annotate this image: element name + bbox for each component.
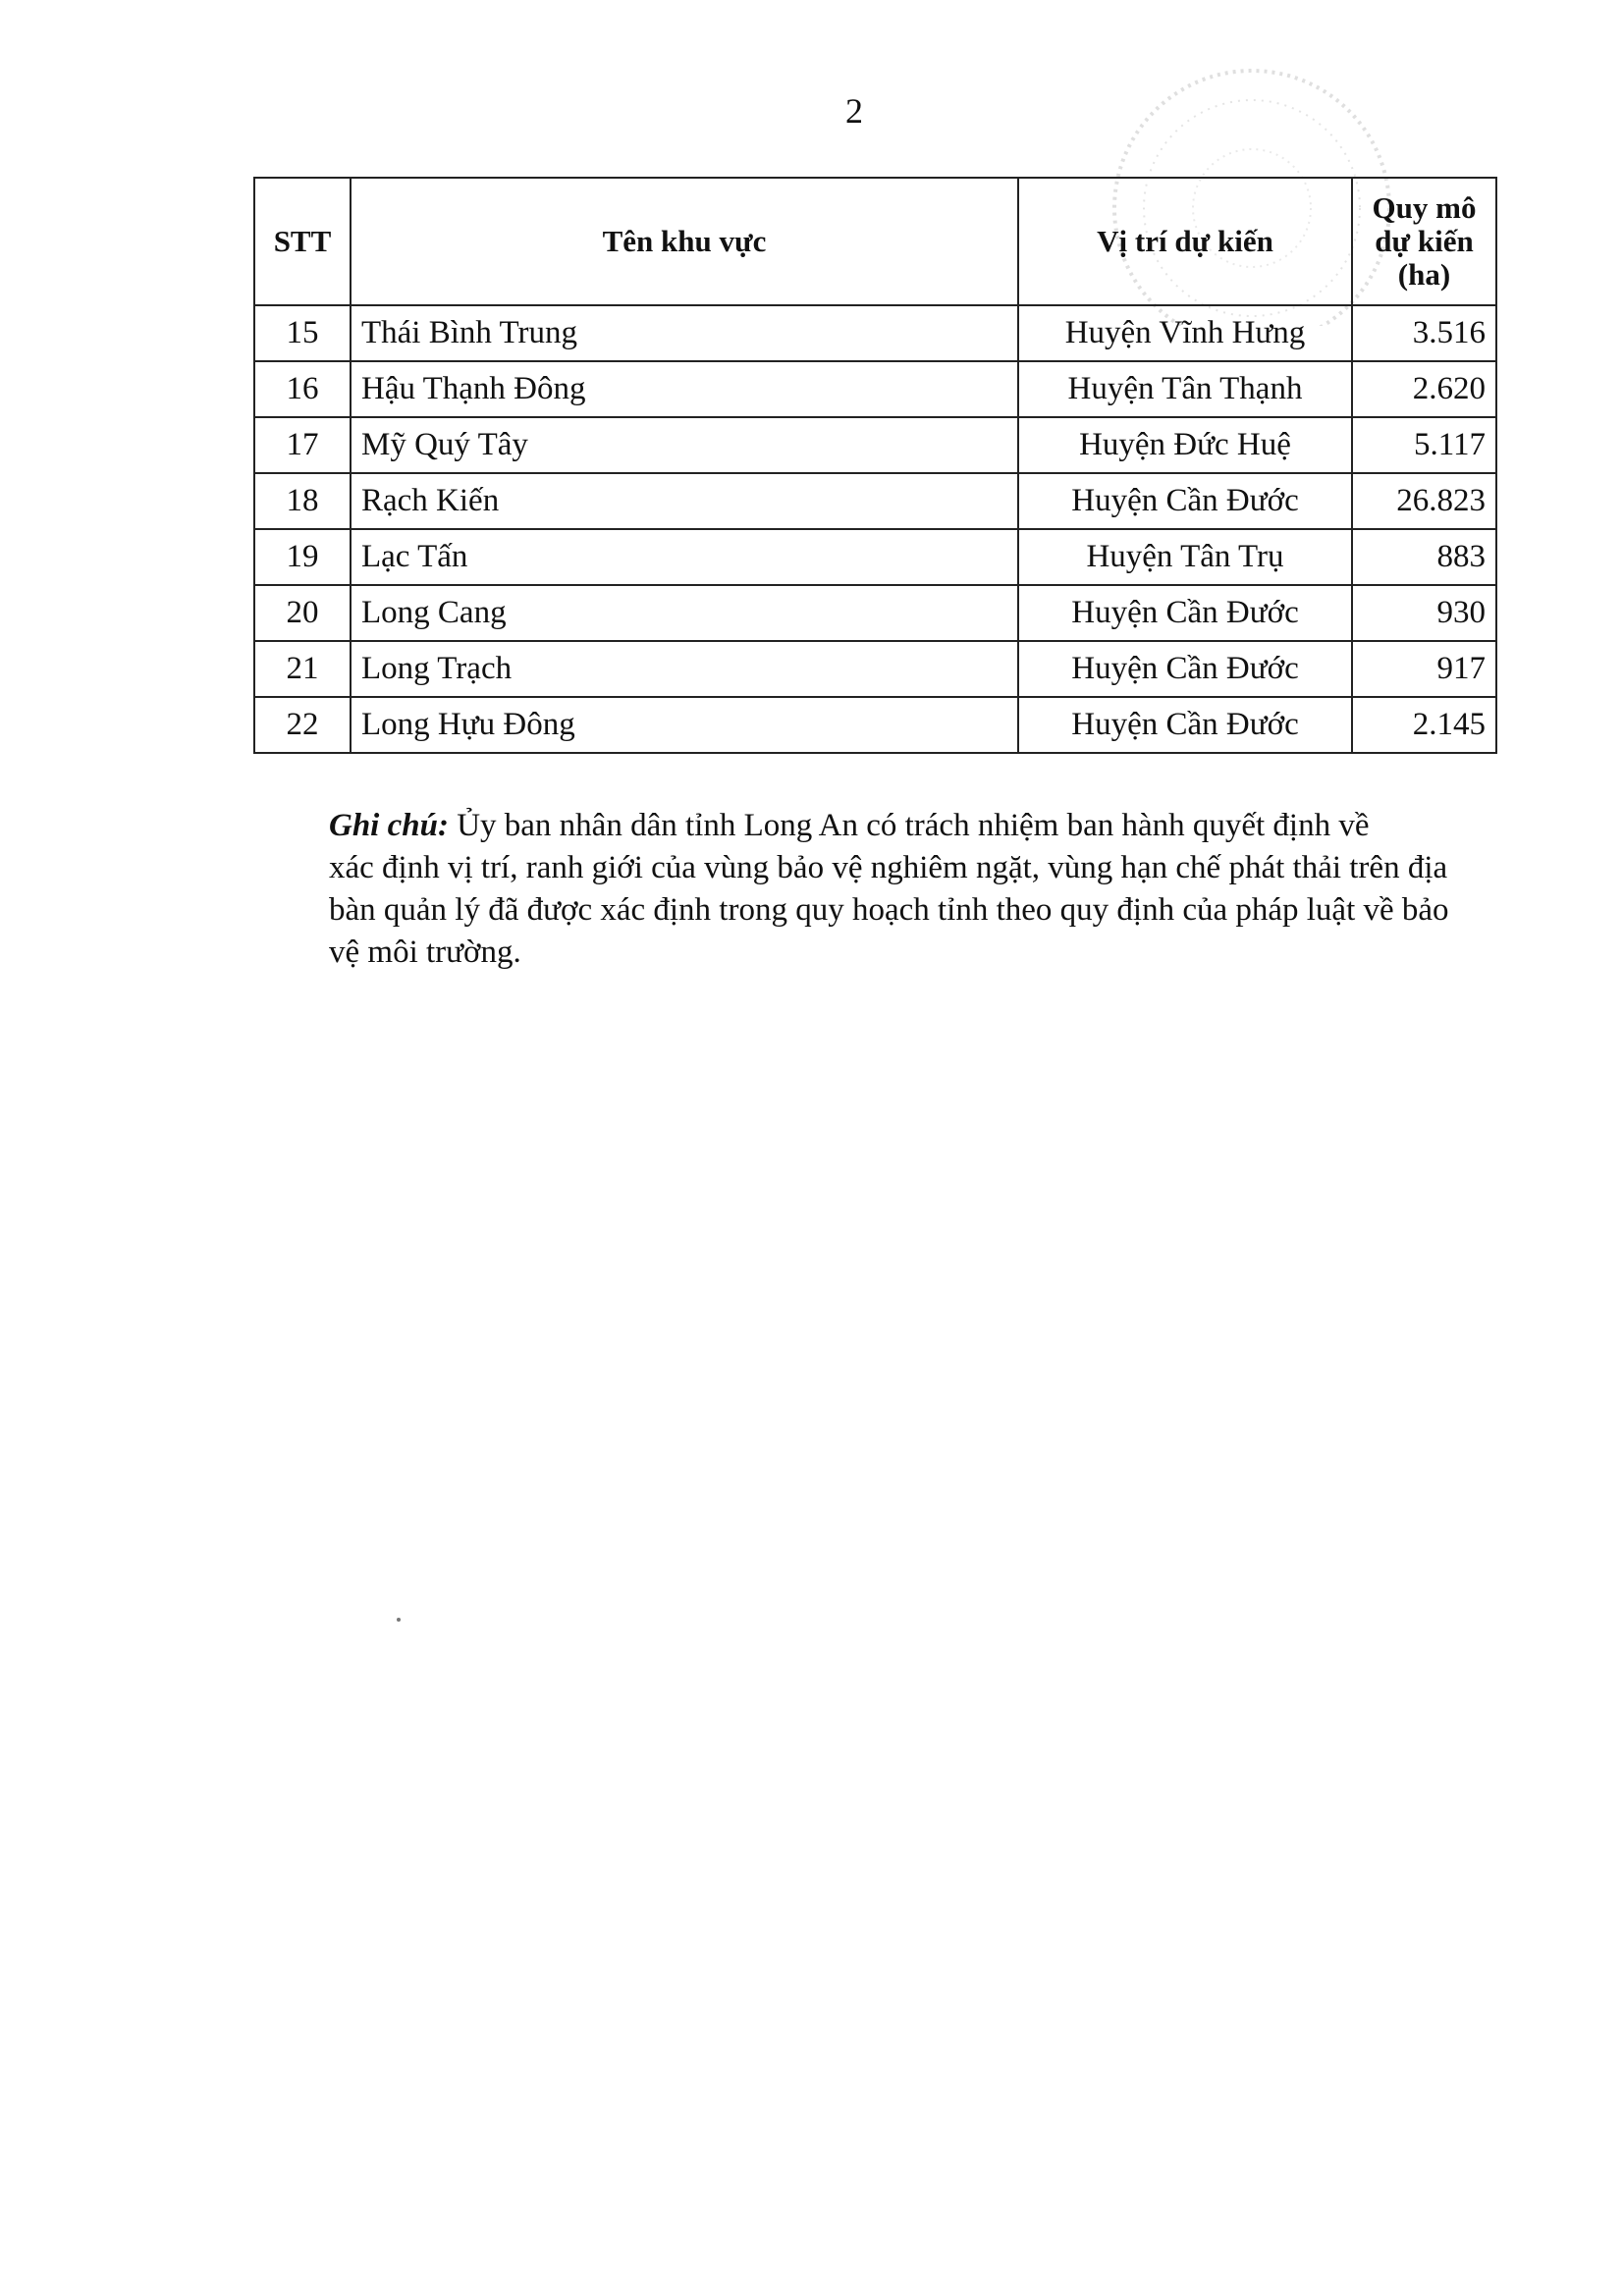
table-row	[254, 697, 1496, 753]
cell-stt: 21	[254, 641, 351, 697]
cell-area-name: Rạch Kiến	[351, 473, 1018, 529]
cell-size: 917	[1352, 641, 1496, 697]
note-paragraph	[329, 805, 1492, 974]
cell-size: 26.823	[1352, 473, 1496, 529]
page-number: 2	[845, 91, 863, 131]
cell-stt: 17	[254, 417, 351, 473]
cell-area-name: Long Cang	[351, 585, 1018, 641]
table-row	[254, 473, 1496, 529]
cell-area-name: Mỹ Quý Tây	[351, 417, 1018, 473]
table-header-row	[254, 178, 1496, 305]
cell-stt: 15	[254, 305, 351, 361]
table-row	[254, 417, 1496, 473]
note-label: Ghi chú:	[329, 808, 449, 843]
cell-location: Huyện Cần Đước	[1018, 697, 1352, 753]
cell-stt: 19	[254, 529, 351, 585]
cell-location: Huyện Cần Đước	[1018, 473, 1352, 529]
cell-stt: 16	[254, 361, 351, 417]
cell-size: 883	[1352, 529, 1496, 585]
note-line: xác định vị trí, ranh giới của vùng bảo vệ nghiêm ngặt, vùng hạn chế phát thải trên địa	[329, 850, 1448, 885]
table-row	[254, 305, 1496, 361]
cell-size: 2.145	[1352, 697, 1496, 753]
cell-area-name: Lạc Tấn	[351, 529, 1018, 585]
header-stt: STT	[254, 178, 351, 305]
protected-areas-table	[253, 177, 1497, 754]
table-row	[254, 641, 1496, 697]
cell-stt: 20	[254, 585, 351, 641]
cell-size: 930	[1352, 585, 1496, 641]
header-location: Vị trí dự kiến	[1018, 178, 1352, 305]
header-size	[1352, 178, 1496, 305]
scan-speck	[397, 1618, 401, 1622]
note-line	[329, 805, 1492, 847]
cell-location: Huyện Tân Thạnh	[1018, 361, 1352, 417]
cell-size: 2.620	[1352, 361, 1496, 417]
cell-location: Huyện Tân Trụ	[1018, 529, 1352, 585]
header-area-name: Tên khu vực	[351, 178, 1018, 305]
cell-stt: 22	[254, 697, 351, 753]
header-size-line: dự kiến	[1375, 224, 1474, 258]
header-size-line: Quy mô	[1372, 190, 1477, 225]
cell-size: 3.516	[1352, 305, 1496, 361]
cell-size: 5.117	[1352, 417, 1496, 473]
cell-area-name: Long Hựu Đông	[351, 697, 1018, 753]
table-row	[254, 361, 1496, 417]
cell-area-name: Hậu Thạnh Đông	[351, 361, 1018, 417]
note-line: vệ môi trường.	[329, 934, 521, 970]
cell-area-name: Thái Bình Trung	[351, 305, 1018, 361]
table-row	[254, 585, 1496, 641]
note-text: Ủy ban nhân dân tỉnh Long An có trách nhiệm ban hành quyết định về	[448, 808, 1370, 843]
table-row	[254, 529, 1496, 585]
header-size-line: (ha)	[1397, 257, 1451, 292]
cell-location: Huyện Cần Đước	[1018, 641, 1352, 697]
cell-location: Huyện Cần Đước	[1018, 585, 1352, 641]
note-line: bàn quản lý đã được xác định trong quy hoạch tỉnh theo quy định của pháp luật về bảo	[329, 892, 1449, 928]
cell-area-name: Long Trạch	[351, 641, 1018, 697]
cell-location: Huyện Đức Huệ	[1018, 417, 1352, 473]
cell-location: Huyện Vĩnh Hưng	[1018, 305, 1352, 361]
cell-stt: 18	[254, 473, 351, 529]
